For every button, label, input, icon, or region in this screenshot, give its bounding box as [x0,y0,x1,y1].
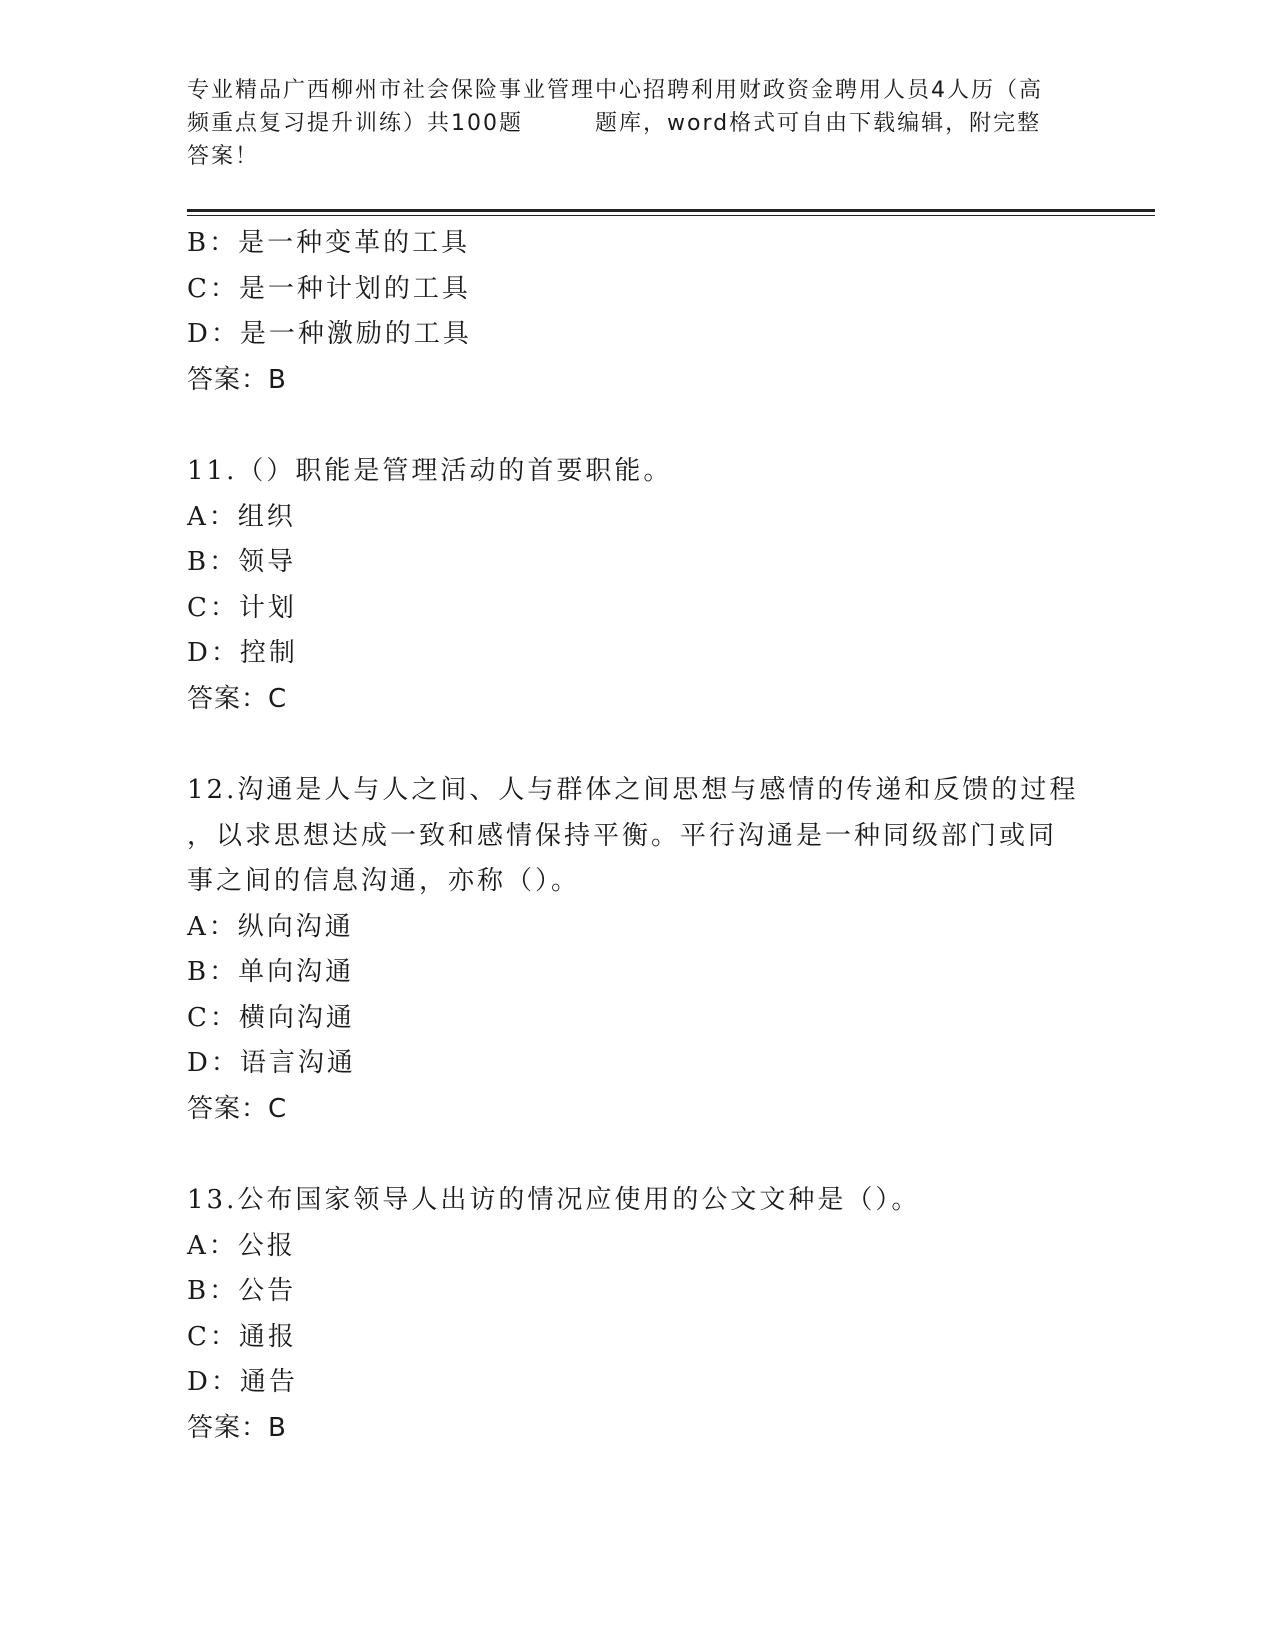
option-a: A：组织 [187,501,296,532]
option-b: B：单向沟通 [187,957,355,987]
answer-line: 答案：C [187,1093,288,1124]
option-d: D：通告 [187,1367,298,1397]
header-line-2 [187,107,1087,140]
header-divider-thin [187,215,1155,216]
header-line-2-part-b: 题库，word格式可自由下载编辑，附完整 [595,111,1042,136]
header-divider-thick [187,209,1155,212]
question-list [187,221,1087,1451]
question-block-prev [187,221,1087,403]
question-block-11 [187,449,1087,722]
question-stem-line-1: 12.沟通是人与人之间、人与群体之间思想与感情的传递和反馈的过程 [187,775,1079,805]
option-c: C：横向沟通 [187,1002,355,1033]
question-stem-line-3: 事之间的信息沟通，亦称（）。 [187,866,581,896]
option-d: D：控制 [187,638,298,668]
document-header [187,74,1087,173]
question-block-13 [187,1178,1087,1451]
header-line-3: 答案！ [187,144,260,169]
header-line-2-part-a: 频重点复习提升训练）共100题 [187,111,523,136]
question-stem: 11.（）职能是管理活动的首要职能。 [187,456,673,486]
option-b: B：是一种变革的工具 [187,228,471,258]
option-c: C：是一种计划的工具 [187,273,471,304]
answer-line: 答案：C [187,683,288,714]
option-b: B：领导 [187,547,297,577]
option-c: C：通报 [187,1321,297,1352]
question-spacer [187,722,1087,768]
question-block-12 [187,768,1087,1132]
option-d: D：是一种激励的工具 [187,319,472,349]
option-a: A：纵向沟通 [187,911,354,942]
option-a: A：公报 [187,1230,296,1261]
option-d: D：语言沟通 [187,1048,356,1078]
answer-line: 答案：B [187,1412,287,1443]
option-c: C：计划 [187,592,297,623]
question-spacer [187,1132,1087,1178]
question-spacer [187,403,1087,449]
option-b: B：公告 [187,1276,297,1306]
answer-line: 答案：B [187,364,287,395]
question-stem: 13.公布国家领导人出访的情况应使用的公文文种是（）。 [187,1185,921,1215]
question-stem-line-2: ，以求思想达成一致和感情保持平衡。平行沟通是一种同级部门或同 [187,820,1058,851]
header-line-1: 专业精品广西柳州市社会保险事业管理中心招聘利用财政资金聘用人员4人历（高 [187,78,1043,103]
